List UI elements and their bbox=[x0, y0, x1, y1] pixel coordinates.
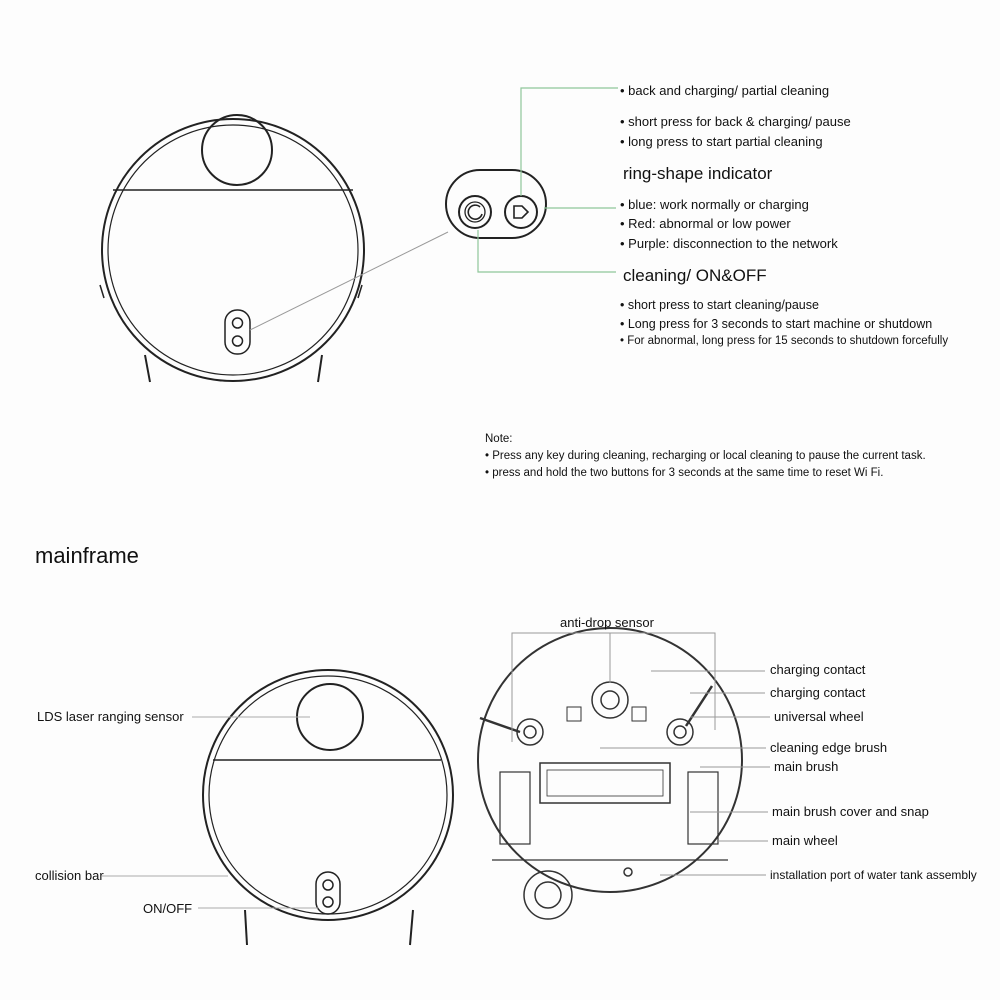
ring-indicator-line-1: • blue: work normally or charging bbox=[620, 197, 809, 212]
anti-drop-sensor-label: anti-drop sensor bbox=[560, 615, 654, 630]
onoff-label: ON/OFF bbox=[143, 901, 193, 916]
back-charging-line-1: • short press for back & charging/ pause bbox=[620, 114, 851, 129]
cleaning-line-3: • For abnormal, long press for 15 seconds to shutdown forcefully bbox=[620, 335, 949, 347]
ring-indicator-line-3: • Purple: disconnection to the network bbox=[620, 236, 838, 251]
water-tank-port-label: installation port of water tank assembly bbox=[770, 868, 977, 882]
lds-label: LDS laser ranging sensor bbox=[37, 709, 184, 724]
button-panel-zoom bbox=[446, 170, 546, 238]
leader-lines-top bbox=[478, 88, 618, 272]
note-block bbox=[485, 431, 926, 482]
back-charging-heading: • back and charging/ partial cleaning bbox=[620, 83, 830, 98]
collision-bar-label: collision bar bbox=[35, 868, 104, 883]
note-title: Note: bbox=[485, 433, 513, 445]
edge-brush-label: cleaning edge brush bbox=[770, 740, 888, 755]
cleaning-heading: cleaning/ ON&OFF bbox=[623, 266, 767, 285]
note-line-2: • press and hold the two buttons for 3 seconds at the same time to reset Wi Fi. bbox=[485, 467, 884, 479]
main-wheel-label: main wheel bbox=[772, 833, 838, 848]
note-line-1: • Press any key during cleaning, recharging or local cleaning to pause the current task. bbox=[485, 450, 926, 462]
brush-cover-label: main brush cover and snap bbox=[772, 804, 929, 819]
ring-indicator-line-2: • Red: abnormal or low power bbox=[620, 216, 791, 231]
robot-top-view bbox=[100, 115, 364, 382]
mainframe-title: mainframe bbox=[35, 543, 139, 568]
main-brush-label: main brush bbox=[774, 759, 839, 774]
charging-contact-label-1: charging contact bbox=[770, 662, 866, 677]
cleaning-line-2: • Long press for 3 seconds to start machine or shutdown bbox=[620, 317, 933, 331]
back-charging-line-2: • long press to start partial cleaning bbox=[620, 134, 823, 149]
cleaning-line-1: • short press to start cleaning/pause bbox=[620, 298, 819, 312]
ring-indicator-heading: ring-shape indicator bbox=[623, 164, 773, 183]
universal-wheel-label: universal wheel bbox=[774, 709, 864, 724]
robot-mainframe-view bbox=[203, 670, 453, 945]
charging-contact-label-2: charging contact bbox=[770, 685, 866, 700]
leader-lines-bottom bbox=[512, 633, 770, 875]
